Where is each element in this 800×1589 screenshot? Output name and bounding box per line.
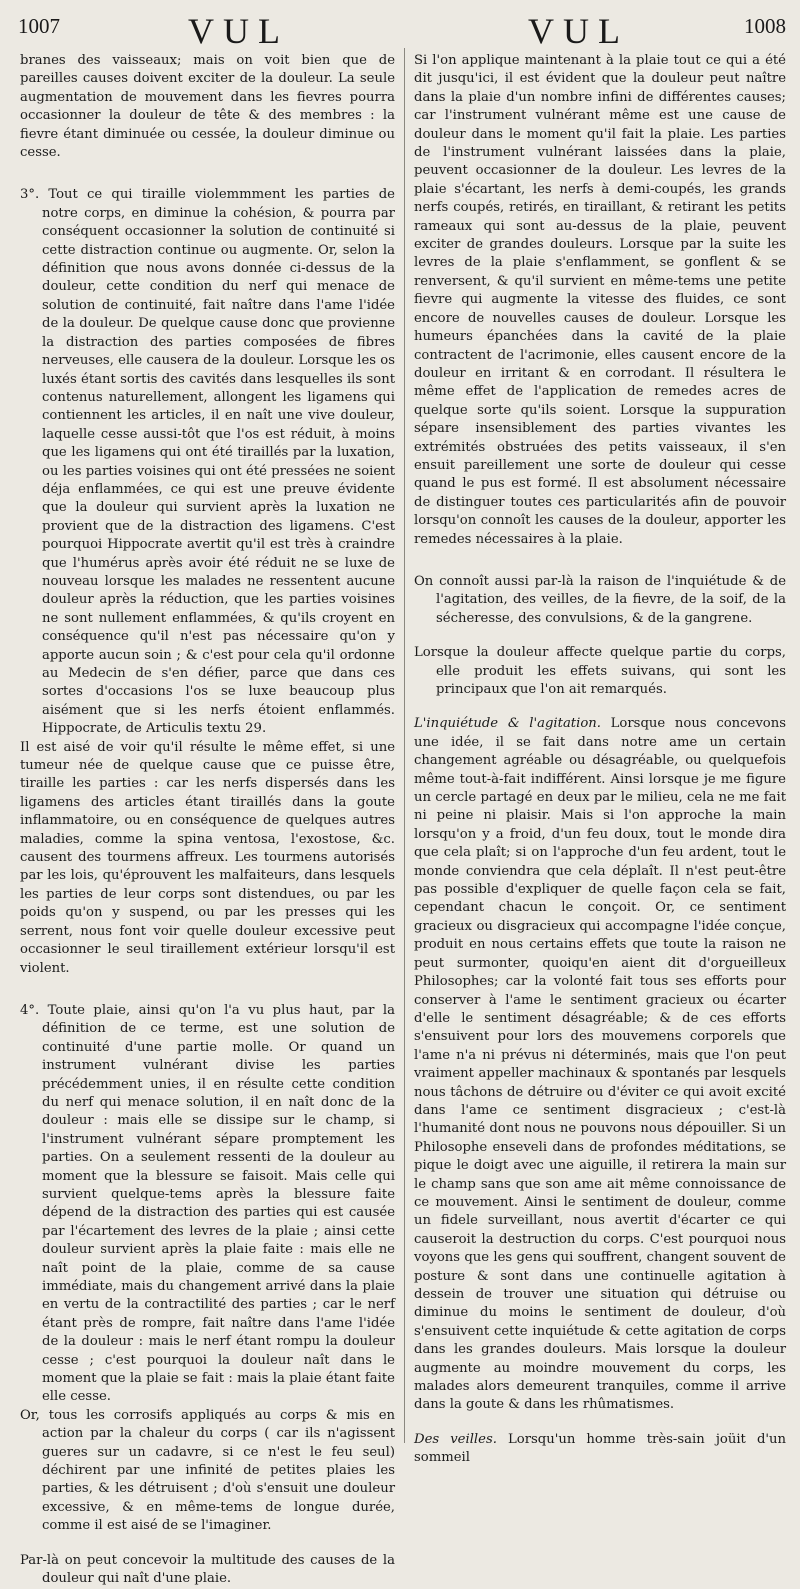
section-heading-restlessness: L'inquiétude & l'agitation. [414,716,601,732]
paragraph-consequences-list: On connoît aussi par-là la raison de l'inquiétude & de l'agitation, des veilles, de la fievre, de la soif, de la sécheresse, des convulsions, & de la gangrene. [414,573,786,626]
paragraph-swelling-membranes: branes des vaisseaux; mais on voit bien que de pareilles causes doivent exciter de la douleur. La seule augmentation de mouvement dans les fievres pourra occasionner la douleur de tête & des membres : la fievre étant diminuée ou cessée, la douleur diminue ou cesse. [20,53,395,161]
paragraph-sleeplessness [414,1431,786,1468]
paragraph-wound-causes-summary: Par-là on peut concevoir la multitude des causes de la douleur qui naît d'une plaie. [20,1552,395,1587]
right-running-headword: VUL [528,11,629,51]
section-heading-sleeplessness: Des veilles. [414,1431,497,1447]
left-page-number: 1007 [18,14,60,38]
sleeplessness-text: Lorsqu'un homme très-sain joüit d'un sommeil [414,1431,787,1466]
paragraph-wound-pain-causes: Si l'on applique maintenant à la plaie tout ce qui a été dit jusqu'ici, il est évident que la douleur peut naître dans la plaie d'un nombre infini de différentes causes; car l'instrument vulnérant même est une cause de douleur dans le moment qu'il fait la plaie. Les parties de l'instrument vulnérant laissées dans la plaie, peuvent occasionner de la douleur. Les levres de la plaie s'écartant, les nerfs à demi-coupés, les grands nerfs coupés, retirés, en tiraillant, & retirant les petits rameaux qui sont au-dessus de la plaie, peuvent exciter de grandes douleurs. Lorsque par la suite les levres de la plaie s'enflamment, se gonflent & se renversent, & qu'il survient en même-tems une petite fievre qui augmente la vitesse des fluides, ce sont encore de nouvelles causes de douleur. Lorsque les humeurs épanchées dans la cavité de la plaie contractent de l'acrimonie, elles causent encore de la douleur en irritant & en corrodant. Il résultera le même effet de l'application de remedes acres de quelque sorte qu'ils soient. Lorsque la suppuration sépare insensiblement des parties vivantes les extrémités obstruées des petits vaisseaux, il s'en ensuit pareillement une sorte de douleur qui cesse quand le pus est formé. Il est absolument nécessaire de distinguer toutes ces particularités afin de pouvoir lorsqu'on connoît les causes de la douleur, apporter les remedes nécessaires à la plaie. [414,53,786,547]
paragraph-cause-4-wound: 4°. Toute plaie, ainsi qu'on l'a vu plus haut, par la définition de ce terme, est une solution de continuité d'une partie molle. Or quand un instrument vulnérant divise les parties précédemment unies, il en résulte cette condition du nerf qui menace solution, il en naît donc de la douleur : mais elle se dissipe sur le champ, si l'instrument vulnérant sépare promptement les parties. On a seulement ressenti de la douleur au moment que la blessure se faisoit. Mais celle qui survient quelque-tems après la blessure faite dépend de la distraction des parties qui est causée par l'écartement des levres de la plaie ; ainsi cette douleur survient après la plaie faite : mais elle ne naît point de la plaie, comme de sa cause immédiate, mais du changement arrivé dans la plaie en vertu de la contractilité des parties ; car le nerf étant près de rompre, fait naître dans l'ame l'idée de la douleur : mais le nerf étant rompu la douleur cesse ; c'est pourquoi la douleur naît dans le moment que la plaie se fait : mais la plaie étant faite elle cesse. [20,1002,395,1405]
column-divider [404,48,405,1443]
paragraph-restlessness [414,715,786,1414]
left-running-headword: VUL [188,11,289,51]
restlessness-text: Lorsque nous concevons une idée, il se fait dans notre ame un certain changement agréable ou désagréable, ou quelquefois même tout-à-fait indifférent. Ainsi lorsque je me figure un cercle partagé en deux par le milieu, cela ne me fait ni peine ni plaisir. Mais si l'on approche la main lorsqu'on y a froid, d'un feu doux, tout le monde dira que cela plaît; si on l'approche d'un feu ardent, tout le monde conviendra que cela déplaît. Il n'est peut-être pas possible d'expliquer de quelle façon cela se fait, cependant chacun le conçoit. Or, ce sentiment gracieux ou disgracieux qui accompagne l'idée conçue, produit en nous certains effets que toute la raison ne peut surmonter, quoiqu'en aient dit d'orgueilleux Philosophes; car la volonté fait tous ses efforts pour conserver à l'ame le sentiment gracieux ou écarter d'elle le sentiment désagréable; & de ces efforts s'ensuivent pour lors des mouvemens corporels que l'ame n'a ni prévus ni déterminés, mais que l'on peut vraiment appeller machinaux & spontanés par lesquels nous tâchons de détruire ou d'éviter ce qui avoit excité dans l'ame ce sentiment disgracieux ; c'est-là l'humanité dont nous ne pouvons nous dépouiller. Si un Philosophe enseveli dans de profondes méditations, se pique le doigt avec une aiguille, il retirera la main sur le champ sans que son ame ait même connoissance de ce mouvement. Ainsi le sentiment de douleur, comme un fidele surveillant, nous avertit d'écarter ce qui causeroit la destruction du corps. C'est pourquoi nous voyons que les gens qui souffrent, changent souvent de posture & sont dans une continuelle agitation à dessein de trouver une situation qui détruise ou diminue du moins le sentiment de douleur, d'où s'ensuivent cette inquiétude & cette agitation de corps dans les grandes douleurs. Mais lorsque la douleur augmente au moindre mouvement du corps, les malades alors demeurent tranquiles, comme il arrive dans la goute & dans les rhûmatismes. [414,716,786,1413]
paragraph-tumour-traction: Il est aisé de voir qu'il résulte le même effet, si une tumeur née de quelque cause que ce puisse être, tiraille les parties : car les nerfs dispersés dans les ligamens des articles étant tiraillés dans la goute inflammatoire, ou en conséquence de quelques autres maladies, comme la spina ventosa, l'exostose, &c. causent des tourmens affreux. Les tourmens autorisés par les lois, qu'éprouvent les malfaiteurs, dans lesquels les parties de leur corps sont distendues, ou par les poids qu'on y suspend, ou par les presses qui les serrent, nous font voir quelle douleur excessive peut occasionner le seul tiraillement extérieur lorsqu'il est violent. [20,739,395,976]
right-column [414,52,786,1468]
left-column [20,52,395,1589]
paragraph-cause-3-traction: 3°. Tout ce qui tiraille violemmment les parties de notre corps, en diminue la cohésion, & pourra par conséquent occasionner la solution de continuité si cette distraction continue ou augmente. Or, selon la définition que nous avons donnée ci-dessus de la douleur, cette condition du nerf qui menace de solution de continuité, fait naître dans l'ame l'idée de la douleur. De quelque cause donc que provienne la distraction des parties composées de fibres nerveuses, elle causera de la douleur. Lorsque les os luxés étant sortis des cavités dans lesquelles ils sont contenus naturellement, allongent les ligamens qui contiennent les articles, il en naît une vive douleur, laquelle cesse aussi-tôt que l'os est réduit, à moins que les ligamens qui ont été tiraillés par la luxation, ou les parties voisines qui ont été pressées ne soient déja enflammées, ce qui est une preuve évidente que la douleur qui survient après la luxation ne provient que de la distraction des ligamens. C'est pourquoi Hippocrate avertit qu'il est très à craindre que l'humérus après avoir été réduit ne se luxe de nouveau lorsque les malades ne ressentent aucune douleur après la réduction, que les parties voisines ne sont nullement enflammées, & qu'ils croyent en conséquence qu'il n'est pas nécessaire qu'on y apporte aucun soin ; & c'est pour cela qu'il ordonne au Medecin de s'en défier, parce que dans ces sortes d'occasions l'os se luxe beaucoup plus aisément que si les nerfs étoient enflammés. Hippocrate, de Articulis textu 29. [20,187,395,737]
paragraph-corrosives: Or, tous les corrosifs appliqués au corps & mis en action par la chaleur du corps ( car ils n'agissent gueres sur un cadavre, si ce n'est le feu seul) déchirent par une infinité de petites plaies les parties, & les détruisent ; d'où s'ensuit une douleur excessive, & en même-tems de longue durée, comme il est aisé de se l'imaginer. [20,1407,395,1534]
right-page-number: 1008 [744,14,786,38]
paragraph-pain-effects-intro: Lorsque la douleur affecte quelque partie du corps, elle produit les effets suivans, qui sont les principaux que l'on ait remarqués. [414,645,786,697]
